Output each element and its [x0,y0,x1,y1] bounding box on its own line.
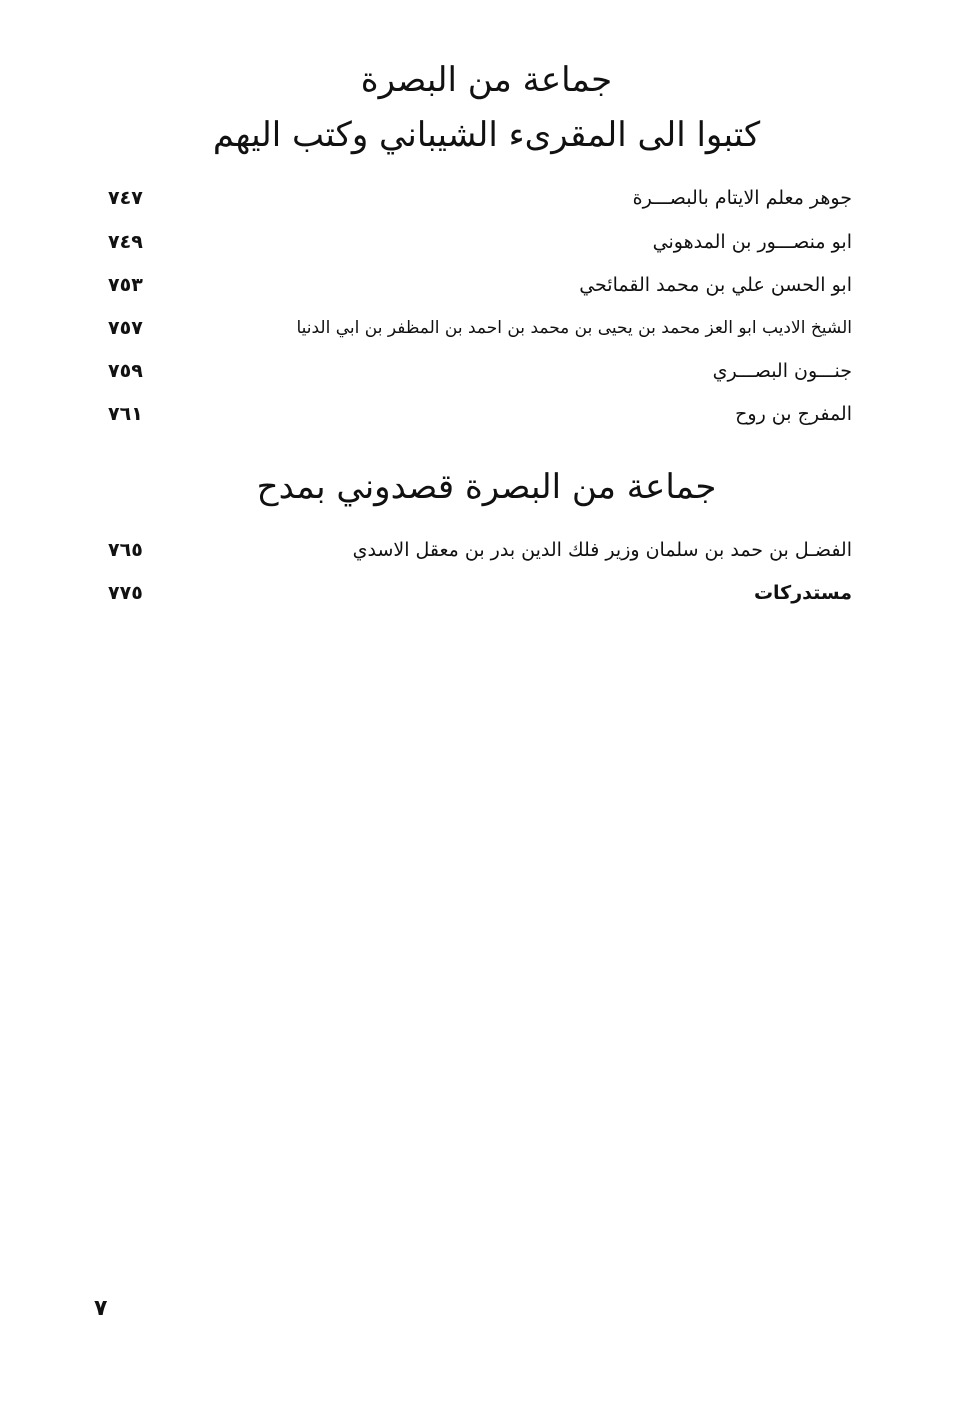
section-title: جماعة من البصرة قصدوني بمدح [256,467,717,507]
toc-entry[interactable] [108,575,852,611]
toc-entry[interactable] [108,310,852,346]
toc-entry[interactable] [108,180,852,216]
toc-entry-page: ٧٦٥ [108,539,143,561]
toc-entry[interactable] [108,396,852,432]
section-subtitle: كتبوا الى المقرىء الشيباني وكتب اليهم [212,115,761,155]
toc-entry-page: ٧٥٧ [108,317,143,339]
toc-entry-page: ٧٤٧ [108,187,143,209]
section-title: جماعة من البصرة [360,60,613,100]
toc-entry-name: جوهر معلم الايتام بالبصـــرة [632,187,852,209]
toc-entry-page: ٧٦١ [108,403,143,425]
toc-entry-name: جنـــون البصـــري [712,360,852,382]
toc-entry[interactable] [108,353,852,389]
toc-entry[interactable] [108,267,852,303]
toc-entry-name: ابو منصـــور بن المدهوني [652,231,852,253]
toc-entry[interactable] [108,224,852,260]
toc-entry-page: ٧٥٣ [108,274,143,296]
toc-entry-name: مستدركات [753,582,852,604]
toc-entry-name: الفضـل بن حمد بن سلمان وزير فلك الدين بدر بن معقل الاسدي [352,539,852,561]
toc-entry-page: ٧٤٩ [108,231,143,253]
toc-entry-page: ٧٧٥ [108,582,143,604]
toc-entry-page: ٧٥٩ [108,360,143,382]
toc-entry-name: المفرج بن روح [735,403,852,425]
toc-entry[interactable] [108,532,852,568]
toc-entry-name: ابو الحسن علي بن محمد القمائحي [579,274,852,296]
toc-entry-name: الشيخ الاديب ابو العز محمد بن يحيى بن محمد بن احمد بن المظفر بن ابي الدنيا [296,318,852,338]
page-number: ٧ [94,1296,108,1321]
